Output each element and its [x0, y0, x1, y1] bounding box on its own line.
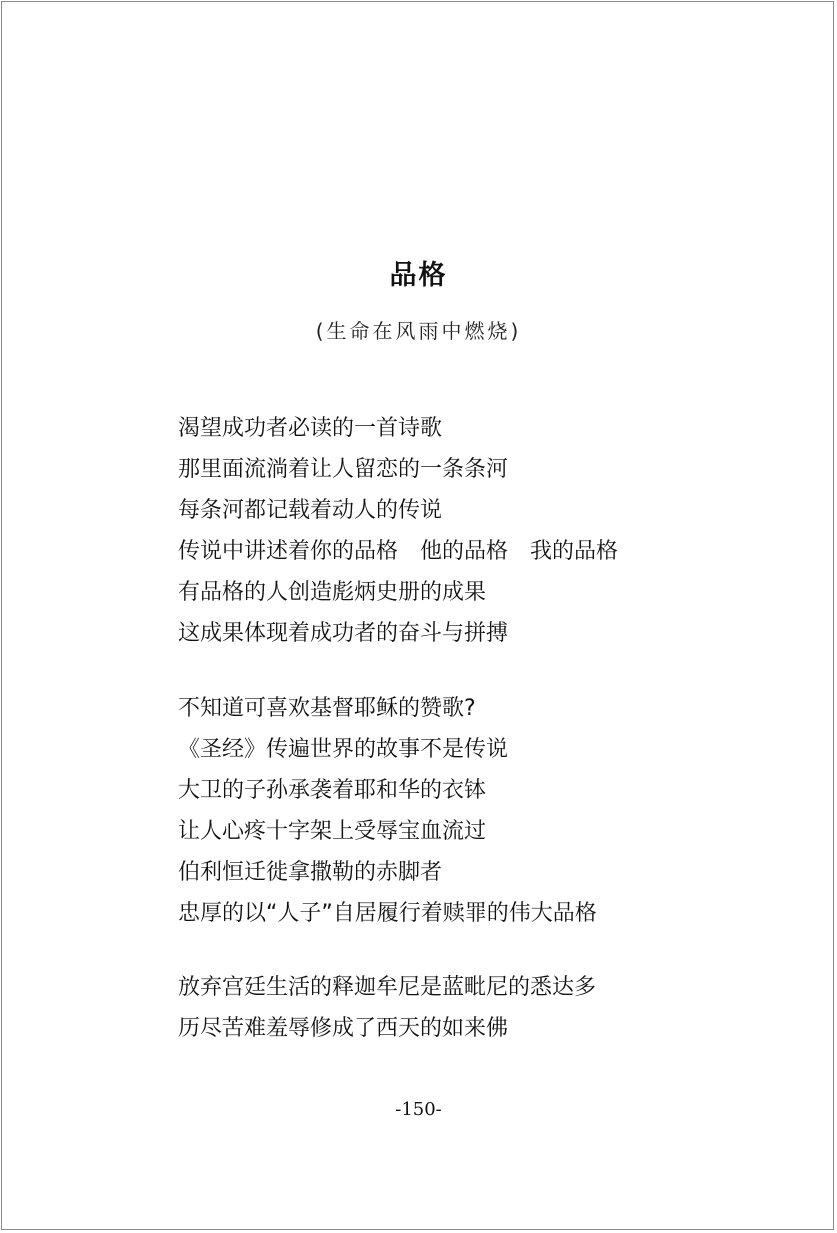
poem-subtitle: (生命在风雨中燃烧): [315, 319, 522, 343]
poem-line: 伯利恒迁徙拿撒勒的赤脚者: [178, 860, 443, 885]
poem-title: 品格: [389, 260, 448, 291]
poem-line: 不知道可喜欢基督耶稣的赞歌?: [178, 696, 476, 721]
poem-line: 大卫的子孙承袭着耶和华的衣钵: [178, 778, 487, 803]
poem-line: 渴望成功者必读的一首诗歌: [178, 416, 443, 441]
poem-line: 每条河都记载着动人的传说: [178, 498, 443, 523]
poem-line: 忠厚的以“人子”自居履行着赎罪的伟大品格: [178, 901, 597, 926]
poem-line: 《圣经》传遍世界的故事不是传说: [178, 737, 509, 762]
poem-line: 那里面流淌着让人留恋的一条条河: [178, 457, 509, 482]
poem-line: 有品格的人创造彪炳史册的成果: [178, 580, 487, 605]
poem-line: 传说中讲述着你的品格 他的品格 我的品格: [178, 539, 619, 564]
poem-line: 让人心疼十字架上受辱宝血流过: [178, 819, 487, 844]
stanza-2: [178, 688, 778, 934]
stanza-1: [178, 408, 778, 654]
page-number: -150-: [395, 1099, 442, 1120]
poem-line: 放弃宫廷生活的释迦牟尼是蓝毗尼的悉达多: [178, 975, 597, 1000]
stanza-3: [178, 967, 778, 1049]
poem-line: 历尽苦难羞辱修成了西天的如来佛: [178, 1016, 509, 1041]
poem-line: 这成果体现着成功者的奋斗与拼搏: [178, 621, 509, 646]
